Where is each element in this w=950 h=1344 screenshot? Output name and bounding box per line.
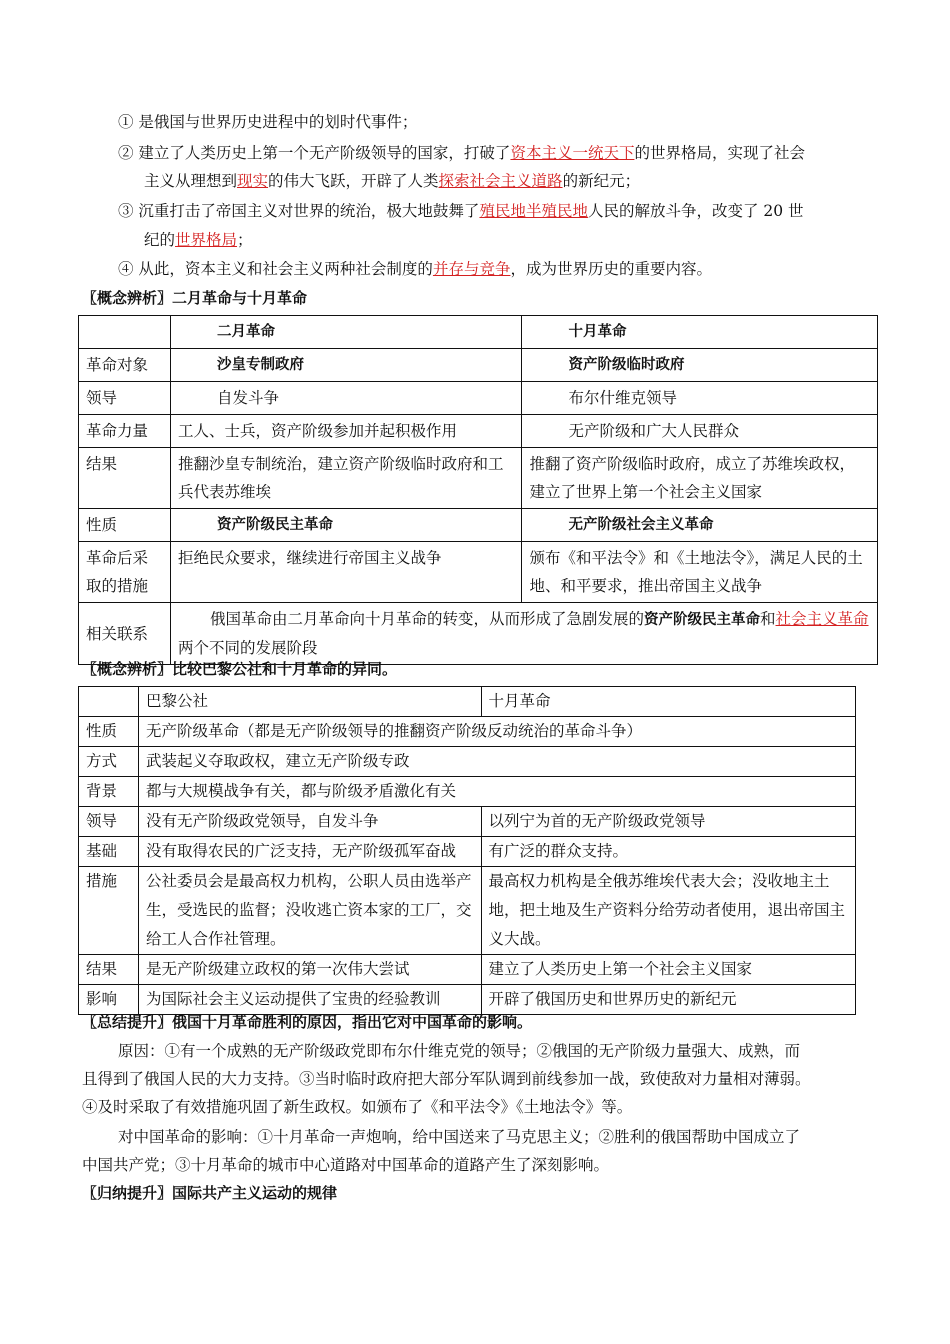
text: 的世界格局，实现了社会 bbox=[634, 144, 805, 162]
cell-feb: 沙皇专制政府 bbox=[170, 349, 522, 382]
cell-paris: 公社委员会是最高权力机构，公职人员由选举产生，受选民的监督；没收逃亡资本家的工厂，交给工人合作社管理。 bbox=[138, 867, 481, 955]
text: ； bbox=[237, 231, 253, 249]
row-label: 性质 bbox=[79, 509, 171, 542]
cell-feb: 自发斗争 bbox=[170, 382, 522, 415]
cell-shared: 无产阶级革命（都是无产阶级领导的推翻资产阶级反动统治的革命斗争） bbox=[138, 717, 855, 747]
influence-line-2: 中国共产党；③十月革命的城市中心道路对中国革命的道路产生了深刻影响。 bbox=[82, 1156, 610, 1174]
highlight-text: 现实 bbox=[237, 172, 269, 190]
cell-oct: 建立了人类历史上第一个社会主义国家 bbox=[481, 955, 856, 985]
influence-line-1: 对中国革命的影响：①十月革命一声炮响，给中国送来了马克思主义；②胜利的俄国帮助中国成立了 bbox=[118, 1128, 801, 1146]
cell-feb: 推翻沙皇专制统治，建立资产阶级临时政府和工兵代表苏维埃 bbox=[170, 448, 522, 509]
cell-oct: 开辟了俄国历史和世界历史的新纪元 bbox=[481, 985, 856, 1015]
section-heading-paris-oct: 〖概念辨析〗比较巴黎公社和十月革命的异同。 bbox=[82, 660, 398, 678]
row-label: 革命对象 bbox=[79, 349, 171, 382]
text: 俄国革命由二月革命向十月革命的转变，从而形成了急剧发展的 bbox=[209, 610, 644, 628]
significance-item-2-cont bbox=[144, 170, 640, 192]
highlight-text: 资本主义一统天下 bbox=[510, 144, 635, 162]
highlight-text: 探索社会主义道路 bbox=[438, 172, 563, 190]
cell-oct: 布尔什维克领导 bbox=[522, 382, 878, 415]
row-label: 基础 bbox=[79, 837, 139, 867]
row-label: 革命力量 bbox=[79, 415, 171, 448]
text: 纪的 bbox=[144, 231, 176, 249]
table-row bbox=[79, 955, 856, 985]
highlight-text: 并存与竞争 bbox=[432, 260, 511, 278]
text: 和 bbox=[759, 610, 776, 628]
text: ③ 沉重打击了帝国主义对世界的统治，极大地鼓舞了 bbox=[118, 202, 480, 220]
table-row bbox=[79, 382, 878, 415]
table-row bbox=[79, 415, 878, 448]
cell-oct: 推翻了资产阶级临时政府，成立了苏维埃政权，建立了世界上第一个社会主义国家 bbox=[522, 448, 878, 509]
table-row bbox=[79, 542, 878, 603]
row-label: 结果 bbox=[79, 955, 139, 985]
text: 主义从理想到 bbox=[144, 172, 238, 190]
row-label: 革命后采取的措施 bbox=[79, 542, 171, 603]
highlight-text: 世界格局 bbox=[175, 231, 238, 249]
table-row bbox=[79, 867, 856, 955]
column-header-oct: 十月革命 bbox=[481, 687, 856, 717]
table-row bbox=[79, 985, 856, 1015]
highlight-text: 社会主义革命 bbox=[775, 610, 869, 628]
text: ，成为世界历史的重要内容。 bbox=[510, 260, 712, 278]
cell-paris: 为国际社会主义运动提供了宝贵的经验教训 bbox=[138, 985, 481, 1015]
significance-item-1 bbox=[118, 111, 417, 133]
table-row bbox=[79, 717, 856, 747]
column-header-paris: 巴黎公社 bbox=[138, 687, 481, 717]
cell-paris: 是无产阶级建立政权的第一次伟大尝试 bbox=[138, 955, 481, 985]
cell-oct: 有广泛的群众支持。 bbox=[481, 837, 856, 867]
text: 人民的解放斗争，改变了 20 世 bbox=[587, 202, 804, 220]
table-header-row bbox=[79, 687, 856, 717]
text: ④ 从此，资本主义和社会主义两种社会制度的 bbox=[118, 260, 433, 278]
text: 两个不同的发展阶段 bbox=[177, 639, 318, 657]
text: 的新纪元； bbox=[562, 172, 641, 190]
row-label: 领导 bbox=[79, 382, 171, 415]
cell-oct: 颁布《和平法令》和《土地法令》，满足人民的土地、和平要求，推出帝国主义战争 bbox=[522, 542, 878, 603]
table-paris-oct bbox=[78, 686, 856, 1015]
significance-item-3-cont bbox=[144, 229, 253, 251]
cell-link bbox=[170, 603, 877, 665]
cell-oct: 资产阶级临时政府 bbox=[522, 349, 878, 382]
table-corner-cell bbox=[79, 687, 139, 717]
highlight-text: 殖民地半殖民地 bbox=[479, 202, 588, 220]
table-row bbox=[79, 349, 878, 382]
table-corner-cell bbox=[79, 316, 171, 349]
table-row bbox=[79, 448, 878, 509]
cell-oct: 以列宁为首的无产阶级政党领导 bbox=[481, 807, 856, 837]
cell-feb: 资产阶级民主革命 bbox=[170, 509, 522, 542]
table-row bbox=[79, 603, 878, 665]
row-label: 领导 bbox=[79, 807, 139, 837]
table-row bbox=[79, 509, 878, 542]
table-feb-oct-revolution bbox=[78, 315, 878, 665]
cell-shared: 都与大规模战争有关，都与阶级矛盾激化有关 bbox=[138, 777, 855, 807]
row-label: 措施 bbox=[79, 867, 139, 955]
section-heading-feb-oct: 〖概念辨析〗二月革命与十月革命 bbox=[82, 289, 308, 307]
row-label: 结果 bbox=[79, 448, 171, 509]
significance-item-4 bbox=[118, 258, 712, 280]
cell-feb: 工人、士兵，资产阶级参加并起积极作用 bbox=[170, 415, 522, 448]
text: 的伟大飞跃，开辟了人类 bbox=[268, 172, 439, 190]
table-row bbox=[79, 807, 856, 837]
row-label: 影响 bbox=[79, 985, 139, 1015]
row-label: 方式 bbox=[79, 747, 139, 777]
row-label: 背景 bbox=[79, 777, 139, 807]
significance-item-2 bbox=[118, 142, 805, 164]
cell-oct: 无产阶级社会主义革命 bbox=[522, 509, 878, 542]
cell-shared: 武装起义夺取政权，建立无产阶级专政 bbox=[138, 747, 855, 777]
reasons-line-2: 且得到了俄国人民的大力支持。③当时临时政府把大部分军队调到前线参加一战，致使敌对力量相对薄弱。 bbox=[82, 1070, 811, 1088]
column-header-oct: 十月革命 bbox=[522, 316, 878, 349]
row-label: 性质 bbox=[79, 717, 139, 747]
table-row bbox=[79, 837, 856, 867]
table-row bbox=[79, 777, 856, 807]
text: ② 建立了人类历史上第一个无产阶级领导的国家，打破了 bbox=[118, 144, 511, 162]
bold-text: 资产阶级民主革命 bbox=[643, 612, 760, 628]
cell-oct: 无产阶级和广大人民群众 bbox=[522, 415, 878, 448]
table-header-row bbox=[79, 316, 878, 349]
table-row bbox=[79, 747, 856, 777]
reasons-line-1: 原因：①有一个成熟的无产阶级政党即布尔什维克党的领导；②俄国的无产阶级力量强大、成熟，而 bbox=[118, 1042, 801, 1060]
row-label: 相关联系 bbox=[79, 603, 171, 665]
cell-paris: 没有取得农民的广泛支持，无产阶级孤军奋战 bbox=[138, 837, 481, 867]
significance-item-3 bbox=[118, 200, 804, 222]
cell-paris: 没有无产阶级政党领导，自发斗争 bbox=[138, 807, 481, 837]
section-heading-rules: 〖归纳提升〗国际共产主义运动的规律 bbox=[82, 1184, 338, 1202]
column-header-feb: 二月革命 bbox=[170, 316, 522, 349]
section-heading-summary: 〖总结提升〗俄国十月革命胜利的原因，指出它对中国革命的影响。 bbox=[82, 1013, 533, 1031]
cell-feb: 拒绝民众要求，继续进行帝国主义战争 bbox=[170, 542, 522, 603]
reasons-line-3: ④及时采取了有效措施巩固了新生政权。如颁布了《和平法令》《土地法令》等。 bbox=[82, 1098, 633, 1116]
cell-oct: 最高权力机构是全俄苏维埃代表大会；没收地主土地，把土地及生产资料分给劳动者使用，退出帝国主义大战。 bbox=[481, 867, 856, 955]
text: ① 是俄国与世界历史进程中的划时代事件； bbox=[118, 113, 418, 131]
